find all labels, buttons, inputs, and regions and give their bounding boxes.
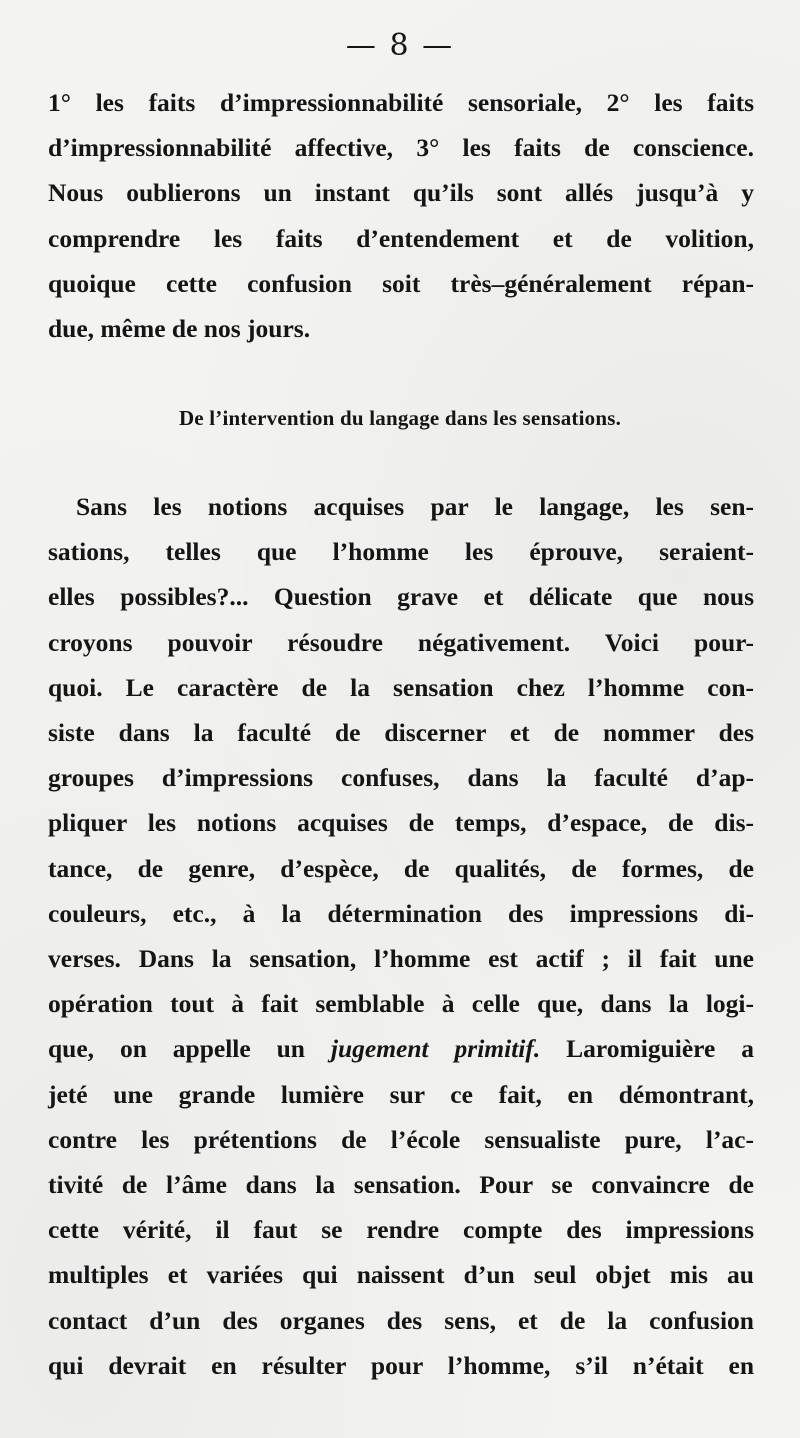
text-line-jugement <box>48 1026 754 1071</box>
text-line: siste dans la faculté de discerner et de nommer des <box>48 718 754 748</box>
text-segment: Laromiguière a <box>540 1034 755 1064</box>
text-line: contact d’un des organes des sens, et de la confusion <box>48 1305 754 1335</box>
text-line: quoi. Le caractère de la sensation chez l’homme con- <box>48 672 754 702</box>
text-line: due, même de nos jours. <box>48 314 311 344</box>
text-line: cette vérité, il faut se rendre compte des impressions <box>48 1215 754 1245</box>
italic-term: jugement primitif. <box>330 1034 541 1064</box>
text-line: opération tout à fait semblable à celle que, dans la logi- <box>48 989 754 1019</box>
section-heading: De l’intervention du langage dans les sensations. <box>178 406 622 430</box>
text-line: 1° les faits d’impressionnabilité sensoriale, 2° les faits <box>48 88 754 117</box>
text-line: qui devrait en résulter pour l’homme, s’il n’était en <box>48 1350 754 1380</box>
text-line: tance, de genre, d’espèce, de qualités, de formes, de <box>48 853 754 883</box>
text-line: Nous oublierons un instant qu’ils sont allés jusqu’à y <box>48 178 754 208</box>
page-number: — 8 — <box>345 28 455 63</box>
text-line: elles possibles?... Question grave et délicate que nous <box>48 582 754 612</box>
text-line: contre les prétentions de l’école sensualiste pure, l’ac- <box>48 1124 754 1154</box>
text-line: comprendre les faits d’entendement et de volition, <box>48 223 754 253</box>
text-line: verses. Dans la sensation, l’homme est actif ; il fait une <box>48 944 754 974</box>
text-line: quoique cette confusion soit très–généralement répan- <box>48 268 754 298</box>
text-line: pliquer les notions acquises de temps, d’espace, de dis- <box>48 808 754 838</box>
text-line: couleurs, etc., à la détermination des impressions di- <box>48 898 754 928</box>
text-line: d’impressionnabilité affective, 3° les faits de conscience. <box>48 133 754 163</box>
text-line: croyons pouvoir résoudre négativement. Voici pour- <box>48 627 754 657</box>
paragraph-continued <box>48 80 754 351</box>
text-line: tivité de l’âme dans la sensation. Pour se convaincre de <box>48 1170 754 1200</box>
text-line: multiples et variées qui naissent d’un seul objet mis au <box>48 1260 754 1290</box>
text-segment: que, on appelle un <box>48 1034 331 1064</box>
text-line: jeté une grande lumière sur ce fait, en démontrant, <box>48 1079 754 1109</box>
text-line: Sans les notions acquises par le langage, les sen- <box>76 492 754 521</box>
paragraph-main <box>48 484 754 1388</box>
text-line: groupes d’impressions confuses, dans la faculté d’ap- <box>48 763 754 793</box>
text-line: sations, telles que l’homme les éprouve, seraient- <box>48 537 754 567</box>
